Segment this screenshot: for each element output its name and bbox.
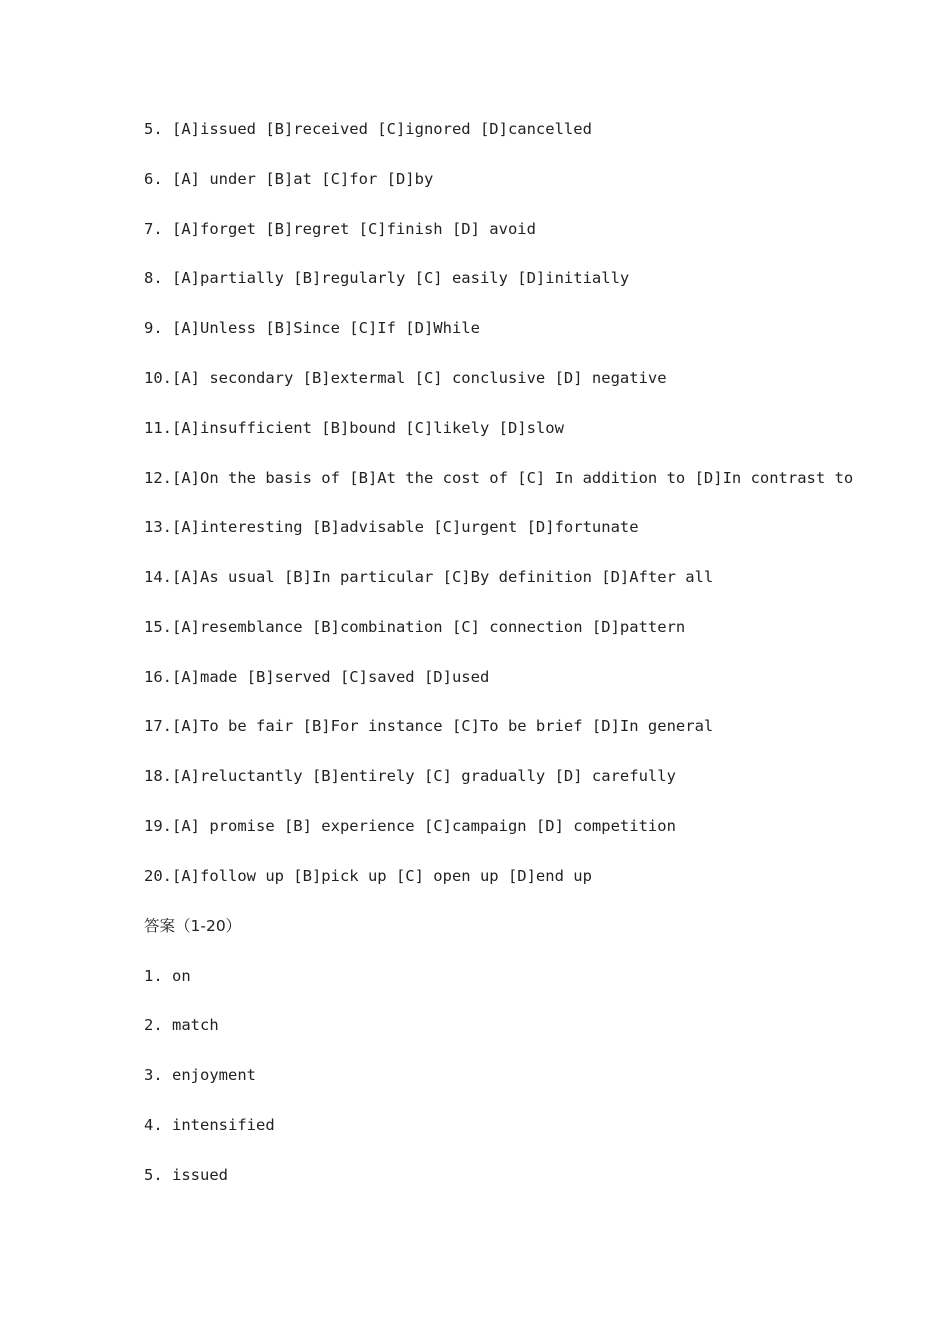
- question-14: 14.[A]As usual [B]In particular [C]By definition [D]After all: [144, 568, 714, 586]
- question-10: 10.[A] secondary [B]extermal [C] conclusive [D] negative: [144, 369, 667, 387]
- question-7: 7. [A]forget [B]regret [C]finish [D] avoid: [144, 220, 536, 238]
- question-8: 8. [A]partially [B]regularly [C] easily [D]initially: [144, 269, 630, 287]
- question-19: 19.[A] promise [B] experience [C]campaign [D] competition: [144, 817, 676, 835]
- question-15: 15.[A]resemblance [B]combination [C] connection [D]pattern: [144, 618, 686, 636]
- question-17: 17.[A]To be fair [B]For instance [C]To be brief [D]In general: [144, 717, 714, 735]
- question-11: 11.[A]insufficient [B]bound [C]likely [D]slow: [144, 419, 564, 437]
- answer-5: 5. issued: [144, 1166, 228, 1184]
- answer-4: 4. intensified: [144, 1116, 275, 1134]
- answer-2: 2. match: [144, 1016, 219, 1034]
- question-16: 16.[A]made [B]served [C]saved [D]used: [144, 668, 490, 686]
- question-20: 20.[A]follow up [B]pick up [C] open up [D]end up: [144, 867, 592, 885]
- answer-1: 1. on: [144, 967, 191, 985]
- answer-3: 3. enjoyment: [144, 1066, 256, 1084]
- question-12: 12.[A]On the basis of [B]At the cost of [C] In addition to [D]In contrast to: [144, 469, 854, 487]
- answers-heading: 答案（1-20）: [144, 917, 242, 935]
- question-9: 9. [A]Unless [B]Since [C]If [D]While: [144, 319, 480, 337]
- question-6: 6. [A] under [B]at [C]for [D]by: [144, 170, 434, 188]
- question-18: 18.[A]reluctantly [B]entirely [C] gradually [D] carefully: [144, 767, 676, 785]
- question-13: 13.[A]interesting [B]advisable [C]urgent [D]fortunate: [144, 518, 639, 536]
- question-5: 5. [A]issued [B]received [C]ignored [D]cancelled: [144, 120, 592, 138]
